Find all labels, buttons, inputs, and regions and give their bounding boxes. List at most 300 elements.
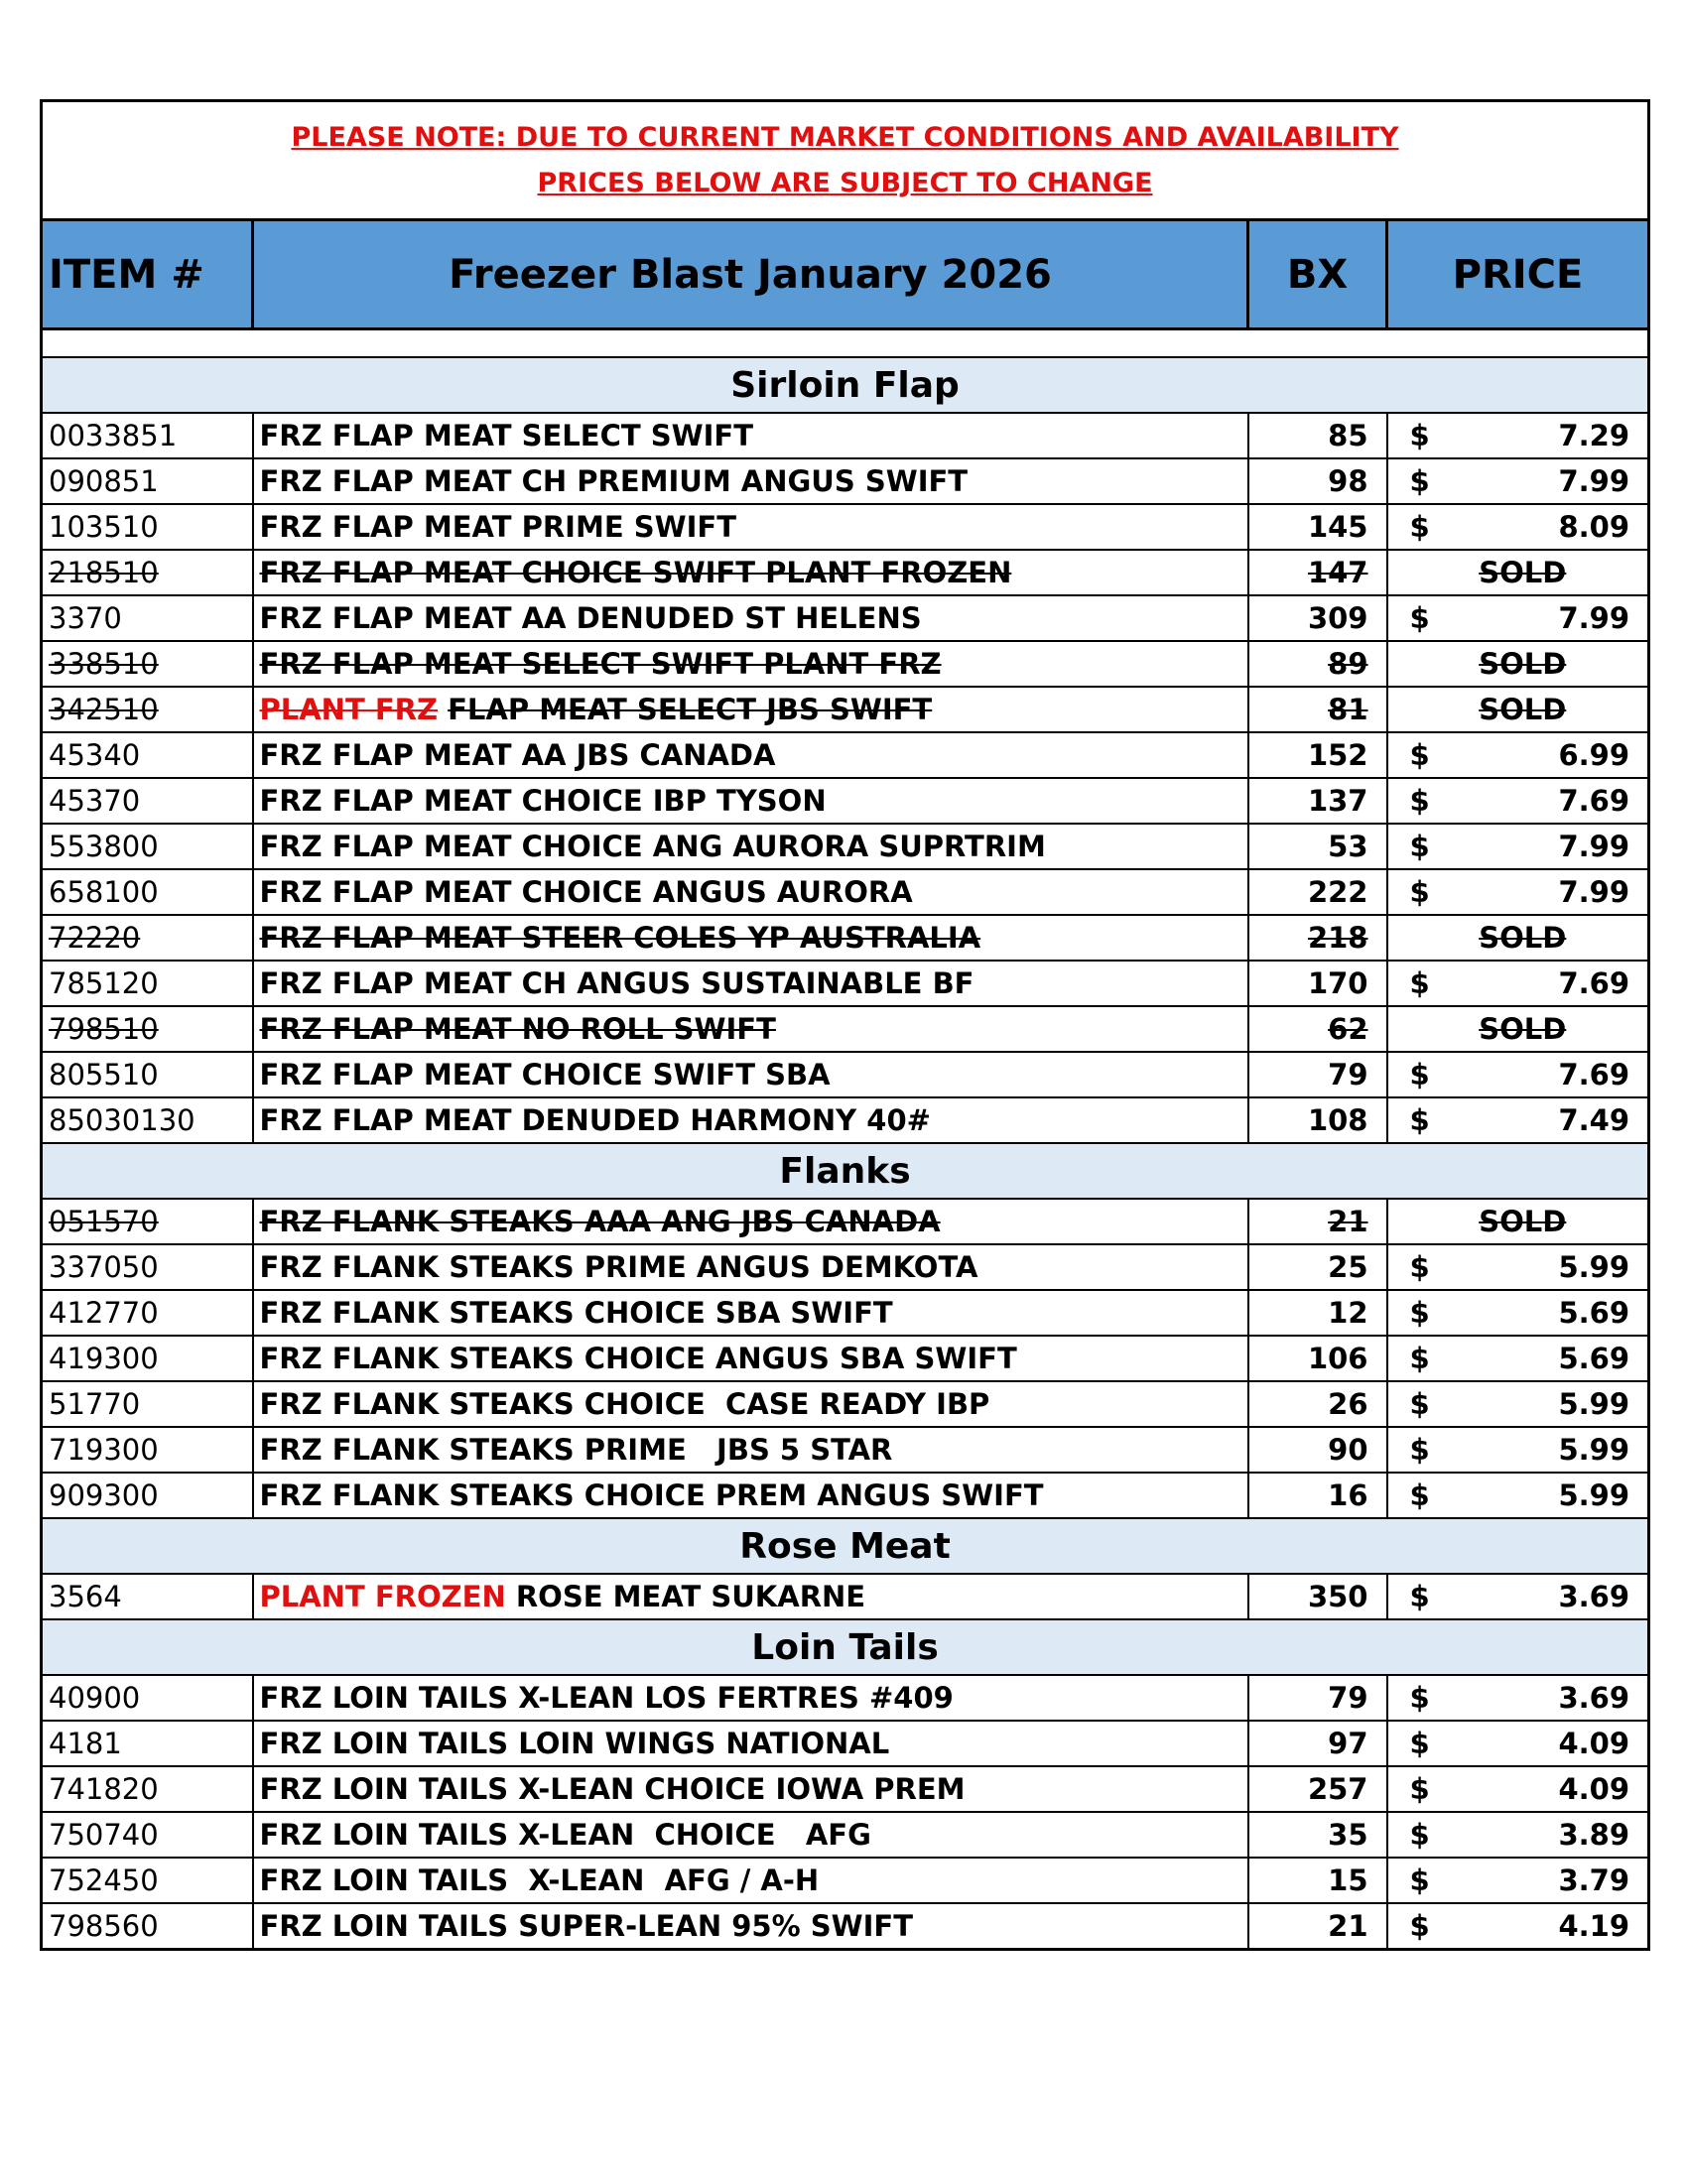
bx-cell <box>1248 1290 1387 1336</box>
section-header-row <box>42 1619 1649 1675</box>
item-number: 719300 <box>49 1433 159 1467</box>
currency-symbol: $ <box>1409 784 1430 818</box>
bx-cell <box>1248 869 1387 915</box>
currency-symbol: $ <box>1409 1681 1430 1715</box>
sold-label: SOLD <box>1479 1012 1567 1046</box>
price-cell <box>1387 1381 1649 1427</box>
description: FRZ FLANK STEAKS CHOICE ANGUS SBA SWIFT <box>259 1342 1017 1375</box>
item-number: 45370 <box>49 784 141 818</box>
price-amount: 7.99 <box>1558 464 1630 498</box>
sold-label: SOLD <box>1479 921 1567 955</box>
table-row <box>42 550 1649 595</box>
description-cell <box>253 1052 1248 1097</box>
bx-count: 89 <box>1328 647 1368 681</box>
sold-label: SOLD <box>1479 693 1567 726</box>
description: FRZ FLAP MEAT CHOICE ANGUS AURORA <box>259 875 913 909</box>
section-header-row <box>42 1143 1649 1199</box>
price-cell <box>1387 504 1649 550</box>
currency-symbol: $ <box>1409 1387 1430 1421</box>
description-cell <box>253 413 1248 458</box>
description: FRZ FLAP MEAT AA JBS CANADA <box>259 738 776 772</box>
description: FRZ FLANK STEAKS PRIME ANGUS DEMKOTA <box>259 1250 978 1284</box>
description-cell <box>253 1766 1248 1812</box>
price-cell <box>1387 1766 1649 1812</box>
table-row <box>42 1721 1649 1766</box>
description-cell <box>253 641 1248 687</box>
section-header-row <box>42 357 1649 413</box>
bx-count: 98 <box>1328 464 1368 498</box>
table-row <box>42 595 1649 641</box>
price-cell <box>1387 869 1649 915</box>
currency-symbol: $ <box>1409 1727 1430 1760</box>
table-row <box>42 1052 1649 1097</box>
description: FRZ FLANK STEAKS CHOICE SBA SWIFT <box>259 1296 893 1330</box>
price-cell <box>1387 458 1649 504</box>
bx-count: 350 <box>1307 1580 1368 1613</box>
section-title: Sirloin Flap <box>42 357 1649 413</box>
bx-count: 170 <box>1307 966 1368 1000</box>
bx-count: 108 <box>1307 1103 1368 1137</box>
table-row <box>42 504 1649 550</box>
table-row <box>42 1574 1649 1619</box>
description: FRZ FLAP MEAT SELECT SWIFT <box>259 419 753 452</box>
price-cell <box>1387 1675 1649 1721</box>
price-cell <box>1387 413 1649 458</box>
currency-symbol: $ <box>1409 1250 1430 1284</box>
bx-count: 26 <box>1328 1387 1368 1421</box>
description-cell <box>253 1290 1248 1336</box>
table-row <box>42 1336 1649 1381</box>
bx-cell <box>1248 1097 1387 1143</box>
description: FRZ FLAP MEAT CHOICE SWIFT SBA <box>259 1058 831 1092</box>
bx-count: 53 <box>1328 830 1368 863</box>
price-cell <box>1387 1097 1649 1143</box>
table-row <box>42 1675 1649 1721</box>
description: FRZ FLAP MEAT AA DENUDED ST HELENS <box>259 601 922 635</box>
description: FRZ FLANK STEAKS CHOICE CASE READY IBP <box>259 1387 990 1421</box>
bx-cell <box>1248 1858 1387 1903</box>
item-number-cell <box>42 1675 253 1721</box>
currency-symbol: $ <box>1409 1103 1430 1137</box>
bx-cell <box>1248 824 1387 869</box>
item-number-cell <box>42 1199 253 1244</box>
bx-count: 15 <box>1328 1863 1368 1897</box>
price-cell <box>1387 961 1649 1006</box>
item-number-cell <box>42 778 253 824</box>
description: FRZ FLANK STEAKS CHOICE PREM ANGUS SWIFT <box>259 1478 1044 1512</box>
bx-cell <box>1248 1812 1387 1858</box>
bx-cell <box>1248 1675 1387 1721</box>
price-cell <box>1387 1290 1649 1336</box>
table-row <box>42 1766 1649 1812</box>
description-cell <box>253 961 1248 1006</box>
price-cell <box>1387 1858 1649 1903</box>
description: FRZ FLAP MEAT CHOICE IBP TYSON <box>259 784 827 818</box>
currency-symbol: $ <box>1409 464 1430 498</box>
item-number-cell <box>42 824 253 869</box>
currency-symbol: $ <box>1409 1909 1430 1943</box>
price-amount: 4.19 <box>1558 1909 1630 1943</box>
description: FRZ LOIN TAILS X-LEAN AFG / A-H <box>259 1863 820 1897</box>
bx-cell <box>1248 550 1387 595</box>
price-amount: 7.99 <box>1558 875 1630 909</box>
sheet-title: Freezer Blast January 2026 <box>253 220 1248 329</box>
price-amount: 7.69 <box>1558 1058 1630 1092</box>
price-amount: 7.49 <box>1558 1103 1630 1137</box>
item-number-cell <box>42 1381 253 1427</box>
price-amount: 8.09 <box>1558 510 1630 544</box>
item-number: 51770 <box>49 1387 141 1421</box>
description: FRZ LOIN TAILS LOIN WINGS NATIONAL <box>259 1727 890 1760</box>
item-number-cell <box>42 641 253 687</box>
price-amount: 5.69 <box>1558 1296 1630 1330</box>
currency-symbol: $ <box>1409 875 1430 909</box>
description: FRZ LOIN TAILS X-LEAN CHOICE IOWA PREM <box>259 1772 966 1806</box>
bx-count: 152 <box>1307 738 1368 772</box>
price-amount: 5.99 <box>1558 1478 1630 1512</box>
price-table <box>40 99 1650 1951</box>
item-number-cell <box>42 915 253 961</box>
item-number-cell <box>42 504 253 550</box>
bx-count: 16 <box>1328 1478 1368 1512</box>
bx-count: 257 <box>1307 1772 1368 1806</box>
table-row <box>42 915 1649 961</box>
bx-count: 21 <box>1328 1205 1368 1238</box>
item-number-cell <box>42 1290 253 1336</box>
price-amount: 4.09 <box>1558 1772 1630 1806</box>
item-number-cell <box>42 1766 253 1812</box>
bx-cell <box>1248 504 1387 550</box>
item-number-cell <box>42 1427 253 1473</box>
table-row <box>42 732 1649 778</box>
description: FRZ FLANK STEAKS AAA ANG JBS CANADA <box>259 1205 941 1238</box>
price-amount: 5.99 <box>1558 1250 1630 1284</box>
currency-symbol: $ <box>1409 1342 1430 1375</box>
description-cell <box>253 1858 1248 1903</box>
bx-count: 25 <box>1328 1250 1368 1284</box>
table-row <box>42 458 1649 504</box>
price-amount: 4.09 <box>1558 1727 1630 1760</box>
item-number-cell <box>42 595 253 641</box>
price-cell <box>1387 1473 1649 1518</box>
price-amount: 7.29 <box>1558 419 1630 452</box>
table-row <box>42 1858 1649 1903</box>
price-cell <box>1387 1721 1649 1766</box>
table-row <box>42 1812 1649 1858</box>
item-number-cell <box>42 1097 253 1143</box>
description: FRZ FLAP MEAT DENUDED HARMONY 40# <box>259 1103 931 1137</box>
item-number-cell <box>42 550 253 595</box>
item-number: 798510 <box>49 1012 159 1046</box>
price-cell <box>1387 1903 1649 1950</box>
notice-cell <box>42 101 1649 220</box>
price-amount: 7.69 <box>1558 966 1630 1000</box>
description: FRZ FLAP MEAT SELECT SWIFT PLANT FRZ <box>259 647 942 681</box>
price-cell <box>1387 1199 1649 1244</box>
item-number: 090851 <box>49 464 159 498</box>
price-amount: 5.69 <box>1558 1342 1630 1375</box>
bx-cell <box>1248 413 1387 458</box>
bx-count: 309 <box>1307 601 1368 635</box>
currency-symbol: $ <box>1409 1863 1430 1897</box>
description-cell <box>253 550 1248 595</box>
description: ROSE MEAT SUKARNE <box>515 1580 866 1613</box>
bx-cell <box>1248 1903 1387 1950</box>
item-number: 750740 <box>49 1818 159 1852</box>
price-cell <box>1387 732 1649 778</box>
item-number: 0033851 <box>49 419 178 452</box>
description: FRZ FLANK STEAKS PRIME JBS 5 STAR <box>259 1433 893 1467</box>
bx-count: 62 <box>1328 1012 1368 1046</box>
description: FRZ LOIN TAILS SUPER-LEAN 95% SWIFT <box>259 1909 913 1943</box>
description-highlight: PLANT FROZEN <box>259 1580 506 1613</box>
description-cell <box>253 1473 1248 1518</box>
currency-symbol: $ <box>1409 966 1430 1000</box>
currency-symbol: $ <box>1409 1818 1430 1852</box>
bx-cell <box>1248 961 1387 1006</box>
bx-cell <box>1248 1244 1387 1290</box>
table-row <box>42 1006 1649 1052</box>
description: FRZ FLAP MEAT CHOICE ANG AURORA SUPRTRIM <box>259 830 1046 863</box>
table-row <box>42 824 1649 869</box>
description: FRZ FLAP MEAT CH PREMIUM ANGUS SWIFT <box>259 464 969 498</box>
table-row <box>42 687 1649 732</box>
description-cell <box>253 869 1248 915</box>
item-number: 419300 <box>49 1342 159 1375</box>
bx-count: 35 <box>1328 1818 1368 1852</box>
item-number-cell <box>42 1858 253 1903</box>
item-number: 218510 <box>49 556 159 589</box>
bx-count: 81 <box>1328 693 1368 726</box>
currency-symbol: $ <box>1409 1478 1430 1512</box>
item-number-cell <box>42 413 253 458</box>
table-row <box>42 778 1649 824</box>
item-number-cell <box>42 1574 253 1619</box>
description: FRZ FLAP MEAT PRIME SWIFT <box>259 510 736 544</box>
item-number: 805510 <box>49 1058 159 1092</box>
description-cell <box>253 1199 1248 1244</box>
item-number-cell <box>42 1721 253 1766</box>
description: FRZ LOIN TAILS X-LEAN LOS FERTRES #409 <box>259 1681 954 1715</box>
item-number: 412770 <box>49 1296 159 1330</box>
description: FRZ LOIN TAILS X-LEAN CHOICE AFG <box>259 1818 871 1852</box>
section-title: Flanks <box>42 1143 1649 1199</box>
table-row <box>42 1427 1649 1473</box>
description-cell <box>253 1381 1248 1427</box>
price-cell <box>1387 550 1649 595</box>
currency-symbol: $ <box>1409 738 1430 772</box>
item-number: 40900 <box>49 1681 141 1715</box>
currency-symbol: $ <box>1409 1772 1430 1806</box>
description-cell <box>253 1336 1248 1381</box>
spacer-row <box>42 329 1649 358</box>
item-number-cell <box>42 961 253 1006</box>
description-cell <box>253 1244 1248 1290</box>
bx-count: 21 <box>1328 1909 1368 1943</box>
bx-count: 137 <box>1307 784 1368 818</box>
item-number: 909300 <box>49 1478 159 1512</box>
item-number-cell <box>42 1473 253 1518</box>
table-row <box>42 1290 1649 1336</box>
table-row <box>42 1244 1649 1290</box>
item-number: 103510 <box>49 510 159 544</box>
item-number: 85030130 <box>49 1103 195 1137</box>
column-header-row <box>42 220 1649 329</box>
item-number-cell <box>42 1006 253 1052</box>
bx-count: 97 <box>1328 1727 1368 1760</box>
spacer-cell <box>42 329 1649 358</box>
bx-cell <box>1248 915 1387 961</box>
price-cell <box>1387 687 1649 732</box>
item-number: 45340 <box>49 738 141 772</box>
bx-count: 218 <box>1307 921 1368 955</box>
description-cell <box>253 595 1248 641</box>
bx-cell <box>1248 458 1387 504</box>
description: FRZ FLAP MEAT NO ROLL SWIFT <box>259 1012 776 1046</box>
currency-symbol: $ <box>1409 1580 1430 1613</box>
description-cell <box>253 1812 1248 1858</box>
price-amount: 3.89 <box>1558 1818 1630 1852</box>
table-row <box>42 1903 1649 1950</box>
item-number-cell <box>42 458 253 504</box>
bx-cell <box>1248 1052 1387 1097</box>
bx-cell <box>1248 1574 1387 1619</box>
bx-count: 79 <box>1328 1058 1368 1092</box>
item-number: 342510 <box>49 693 159 726</box>
table-row <box>42 641 1649 687</box>
bx-cell <box>1248 1199 1387 1244</box>
item-number-cell <box>42 732 253 778</box>
currency-symbol: $ <box>1409 419 1430 452</box>
price-cell <box>1387 915 1649 961</box>
table-row <box>42 961 1649 1006</box>
bx-cell <box>1248 1473 1387 1518</box>
item-number: 658100 <box>49 875 159 909</box>
price-cell <box>1387 1812 1649 1858</box>
description: FRZ FLAP MEAT CH ANGUS SUSTAINABLE BF <box>259 966 974 1000</box>
price-amount: 3.69 <box>1558 1681 1630 1715</box>
description-cell <box>253 732 1248 778</box>
currency-symbol: $ <box>1409 510 1430 544</box>
description-cell <box>253 1903 1248 1950</box>
currency-symbol: $ <box>1409 830 1430 863</box>
price-amount: 7.69 <box>1558 784 1630 818</box>
price-sheet <box>40 99 1647 1951</box>
price-cell <box>1387 1052 1649 1097</box>
item-number-cell <box>42 869 253 915</box>
item-number-cell <box>42 1336 253 1381</box>
description-cell <box>253 915 1248 961</box>
description-cell <box>253 458 1248 504</box>
bx-cell <box>1248 687 1387 732</box>
bx-count: 79 <box>1328 1681 1368 1715</box>
bx-count: 106 <box>1307 1342 1368 1375</box>
price-cell <box>1387 824 1649 869</box>
item-number: 3564 <box>49 1580 122 1613</box>
bx-count: 222 <box>1307 875 1368 909</box>
notice-row <box>42 101 1649 220</box>
description-cell <box>253 1675 1248 1721</box>
currency-symbol: $ <box>1409 1058 1430 1092</box>
item-number-header: ITEM # <box>42 220 253 329</box>
description-cell <box>253 504 1248 550</box>
description-cell <box>253 1721 1248 1766</box>
bx-count: 12 <box>1328 1296 1368 1330</box>
bx-cell <box>1248 1427 1387 1473</box>
table-row <box>42 1381 1649 1427</box>
item-number-cell <box>42 1903 253 1950</box>
description-cell <box>253 778 1248 824</box>
price-cell <box>1387 641 1649 687</box>
bx-cell <box>1248 1766 1387 1812</box>
price-cell <box>1387 1427 1649 1473</box>
item-number: 338510 <box>49 647 159 681</box>
sold-label: SOLD <box>1479 556 1567 589</box>
price-amount: 7.99 <box>1558 830 1630 863</box>
description: FRZ FLAP MEAT STEER COLES YP AUSTRALIA <box>259 921 981 955</box>
item-number: 553800 <box>49 830 159 863</box>
bx-cell <box>1248 1006 1387 1052</box>
bx-count: 147 <box>1307 556 1368 589</box>
description-highlight: PLANT FRZ <box>259 693 438 726</box>
table-row <box>42 413 1649 458</box>
item-number: 4181 <box>49 1727 122 1760</box>
section-title: Rose Meat <box>42 1518 1649 1574</box>
description-cell <box>253 1006 1248 1052</box>
bx-cell <box>1248 1381 1387 1427</box>
item-number: 741820 <box>49 1772 159 1806</box>
section-header-row <box>42 1518 1649 1574</box>
notice-line-2: PRICES BELOW ARE SUBJECT TO CHANGE <box>537 167 1153 198</box>
currency-symbol: $ <box>1409 1433 1430 1467</box>
item-number: 337050 <box>49 1250 159 1284</box>
table-row <box>42 1097 1649 1143</box>
bx-count: 145 <box>1307 510 1368 544</box>
section-title: Loin Tails <box>42 1619 1649 1675</box>
item-number: 798560 <box>49 1909 159 1943</box>
price-cell <box>1387 1574 1649 1619</box>
item-number-cell <box>42 1812 253 1858</box>
price-cell <box>1387 595 1649 641</box>
description-cell <box>253 1427 1248 1473</box>
price-cell <box>1387 1006 1649 1052</box>
price-cell <box>1387 1244 1649 1290</box>
item-number: 051570 <box>49 1205 159 1238</box>
bx-header: BX <box>1248 220 1387 329</box>
notice-line-1: PLEASE NOTE: DUE TO CURRENT MARKET CONDITIONS AND AVAILABILITY <box>291 121 1399 153</box>
currency-symbol: $ <box>1409 1296 1430 1330</box>
price-amount: 3.79 <box>1558 1863 1630 1897</box>
item-number: 752450 <box>49 1863 159 1897</box>
table-row <box>42 869 1649 915</box>
price-cell <box>1387 1336 1649 1381</box>
price-amount: 5.99 <box>1558 1433 1630 1467</box>
table-row <box>42 1473 1649 1518</box>
price-amount: 3.69 <box>1558 1580 1630 1613</box>
description-cell <box>253 1097 1248 1143</box>
item-number-cell <box>42 1052 253 1097</box>
sold-label: SOLD <box>1479 647 1567 681</box>
description-cell <box>253 1574 1248 1619</box>
item-number: 785120 <box>49 966 159 1000</box>
price-amount: 5.99 <box>1558 1387 1630 1421</box>
bx-cell <box>1248 641 1387 687</box>
price-header: PRICE <box>1387 220 1649 329</box>
bx-cell <box>1248 778 1387 824</box>
item-number-cell <box>42 1244 253 1290</box>
bx-cell <box>1248 732 1387 778</box>
description: FRZ FLAP MEAT CHOICE SWIFT PLANT FROZEN <box>259 556 1012 589</box>
